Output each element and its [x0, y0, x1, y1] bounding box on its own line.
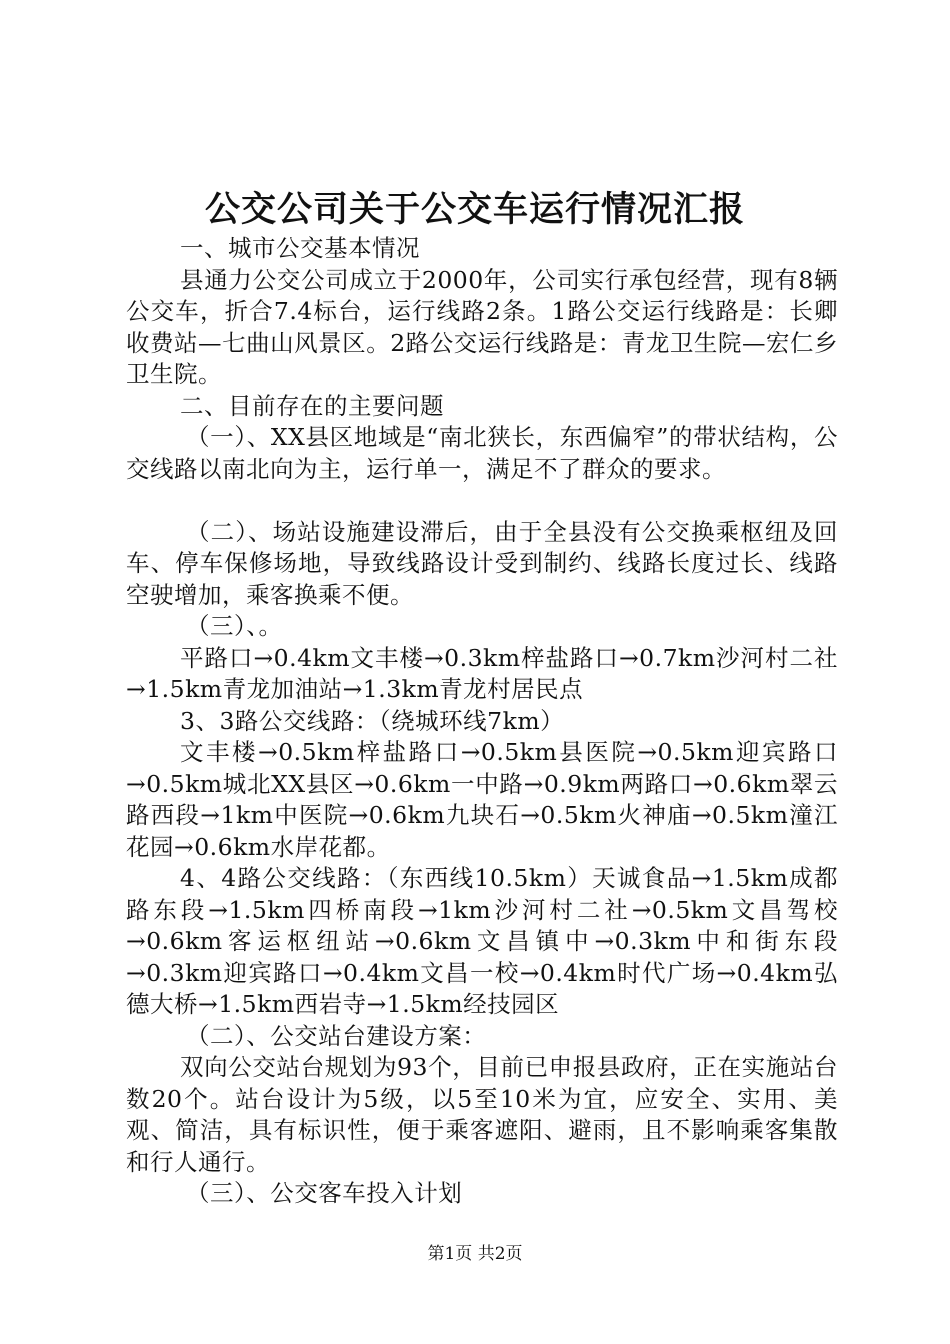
section-heading-vehicle-plan: （三）、公交客车投入计划 [186, 1179, 463, 1207]
page-number-footer: 第1页 共2页 [427, 1244, 523, 1264]
section-heading-basic-situation: 一、城市公交基本情况 [180, 234, 420, 262]
paragraph-route-3-heading: 3、3路公交线路：（绕城环线7km） [180, 706, 565, 735]
paragraph-route-3-stops: 文丰楼→0.5km梓盐路口→0.5km县医院→0.5km迎宾路口→0.5km城北XX县区→0.6km一中路→0.9km两路口→0.6km翠云路西段→1km中医院→0.6km九块石→0.5km火神庙→0.5km潼江花园→0.6km水岸花都。 [126, 738, 838, 861]
document-title: 公交公司关于公交车运行情况汇报 [204, 189, 745, 230]
section-heading-problems: 二、目前存在的主要问题 [180, 391, 444, 420]
paragraph-problem-1: （一）、XX县区地域是“南北狭长，东西偏窄”的带状结构，公交线路以南北向为主，运行单一，满足不了群众的要求。 [126, 423, 838, 483]
paragraph-company-overview: 县通力公交公司成立于2000年，公司实行承包经营，现有8辆公交车，折合7.4标台，运行线路2条。1路公交运行线路是：长卿收费站—七曲山风景区。2路公交运行线路是：青龙卫生院—宏仁乡卫生院。 [126, 265, 838, 388]
paragraph-problem-3: （三）、。 [186, 612, 283, 640]
paragraph-problem-2: （二）、场站设施建设滞后，由于全县没有公交换乘枢纽及回车、停车保修场地，导致线路设计受到制约、线路长度过长、线路空驶增加，乘客换乘不便。 [126, 517, 838, 609]
paragraph-route-2-stops: 平路口→0.4km文丰楼→0.3km梓盐路口→0.7km沙河村二社→1.5km青龙加油站→1.3km青龙村居民点 [126, 643, 838, 703]
paragraph-station-plan: 双向公交站台规划为93个，目前已申报县政府，正在实施站台数20个。站台设计为5级，以5至10米为宜，应安全、实用、美观、简洁，具有标识性，便于乘客遮阳、避雨，且不影响乘客集散和行人通行。 [126, 1053, 838, 1176]
document-body [126, 233, 838, 1210]
section-heading-station-plan: （二）、公交站台建设方案： [186, 1021, 487, 1050]
paragraph-route-4: 4、4路公交线路：（东西线10.5km）天诚食品→1.5km成都路东段→1.5km四桥南段→1km沙河村二社→0.5km文昌驾校→0.6km客运枢纽站→0.6km文昌镇中→0.3km中和街东段→0.3km迎宾路口→0.4km文昌一校→0.4km时代广场→0.4km弘德大桥→1.5km西岩寺→1.5km经技园区 [126, 864, 838, 1018]
